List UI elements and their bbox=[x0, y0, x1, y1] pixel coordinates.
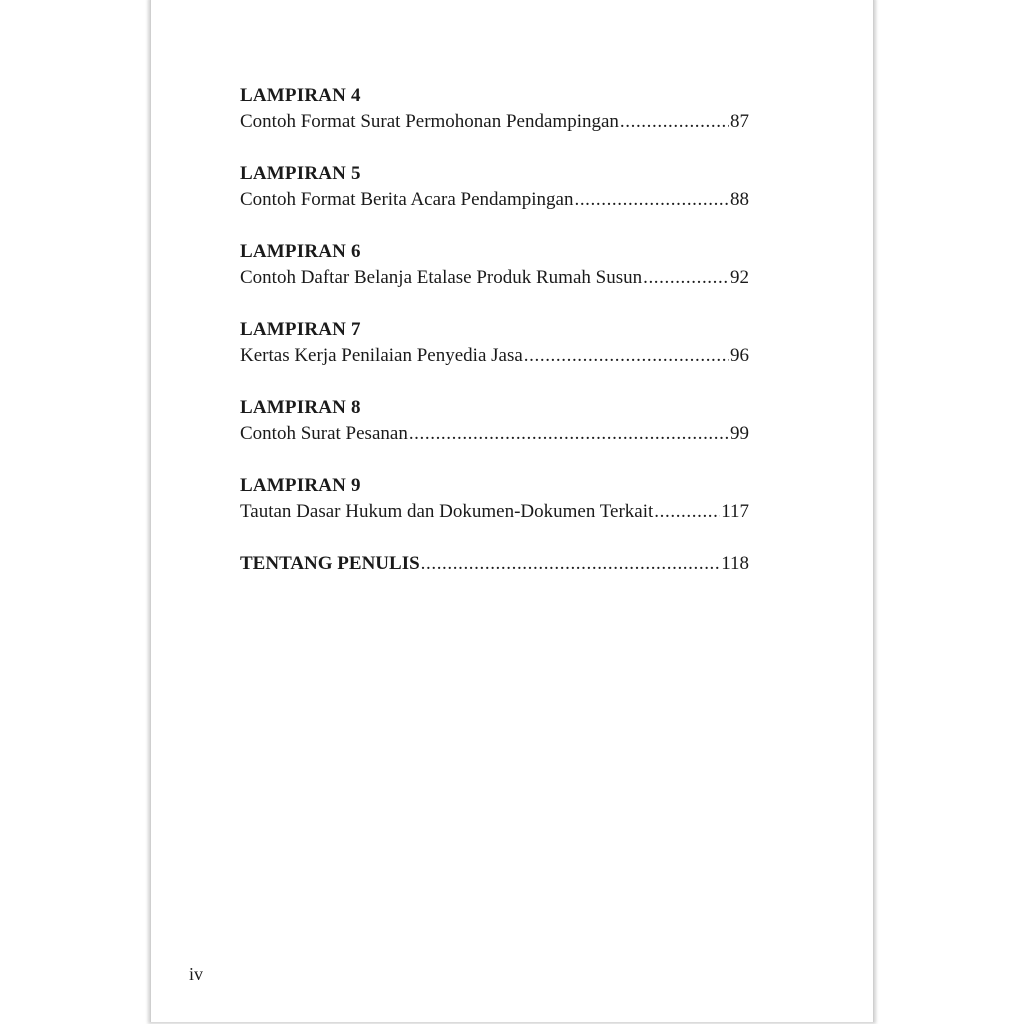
toc-entry-heading: LAMPIRAN 9 bbox=[240, 475, 361, 496]
toc-entry-line bbox=[240, 265, 749, 291]
toc-entry-heading: LAMPIRAN 6 bbox=[240, 241, 361, 262]
toc-entry-heading: LAMPIRAN 7 bbox=[240, 319, 361, 340]
toc-entry-line bbox=[240, 109, 749, 135]
toc-entry-line bbox=[240, 499, 749, 525]
toc-entry-title: Tautan Dasar Hukum dan Dokumen-Dokumen Terkait bbox=[240, 501, 654, 522]
dot-leader bbox=[524, 343, 729, 369]
toc-entry-page-number: 99 bbox=[730, 423, 749, 444]
dot-leader bbox=[421, 551, 721, 577]
toc-entry-lampiran-6 bbox=[240, 239, 749, 291]
toc-entry-heading: LAMPIRAN 4 bbox=[240, 85, 361, 106]
toc-entry-lampiran-5 bbox=[240, 161, 749, 213]
toc-entry-line bbox=[240, 421, 749, 447]
toc-entry-tentang-penulis bbox=[240, 551, 749, 577]
toc-entry-title: Kertas Kerja Penilaian Penyedia Jasa bbox=[240, 345, 523, 366]
toc-entry-page-number: 92 bbox=[730, 267, 749, 288]
toc-entry-page-number: 87 bbox=[730, 111, 749, 132]
toc-entry-title: Contoh Format Berita Acara Pendampingan bbox=[240, 189, 574, 210]
toc-entry-title: TENTANG PENULIS bbox=[240, 553, 420, 574]
dot-leader bbox=[409, 421, 729, 447]
toc-entry-page-number: 96 bbox=[730, 345, 749, 366]
dot-leader bbox=[620, 109, 729, 135]
dot-leader bbox=[654, 499, 720, 525]
toc-entry-title: Contoh Format Surat Permohonan Pendampingan bbox=[240, 111, 619, 132]
dot-leader bbox=[643, 265, 729, 291]
toc-entry-heading: LAMPIRAN 8 bbox=[240, 397, 361, 418]
toc-entry-lampiran-7 bbox=[240, 317, 749, 369]
toc-entry-line bbox=[240, 187, 749, 213]
page-folio-number: iv bbox=[189, 964, 204, 984]
toc-entry-heading: LAMPIRAN 5 bbox=[240, 163, 361, 184]
toc-entry-lampiran-9 bbox=[240, 473, 749, 525]
dot-leader bbox=[574, 187, 729, 213]
toc-entry-title: Contoh Daftar Belanja Etalase Produk Rumah Susun bbox=[240, 267, 643, 288]
document-page bbox=[150, 0, 874, 1022]
toc-entry-lampiran-4 bbox=[240, 83, 749, 135]
toc-entry-line bbox=[240, 343, 749, 369]
toc-entry-title: Contoh Surat Pesanan bbox=[240, 423, 408, 444]
table-of-contents bbox=[240, 83, 749, 603]
toc-entry-page-number: 88 bbox=[730, 189, 749, 210]
toc-entry-page-number: 117 bbox=[721, 501, 749, 522]
toc-entry-page-number: 118 bbox=[721, 553, 749, 574]
toc-entry-line bbox=[240, 551, 749, 577]
toc-entry-lampiran-8 bbox=[240, 395, 749, 447]
